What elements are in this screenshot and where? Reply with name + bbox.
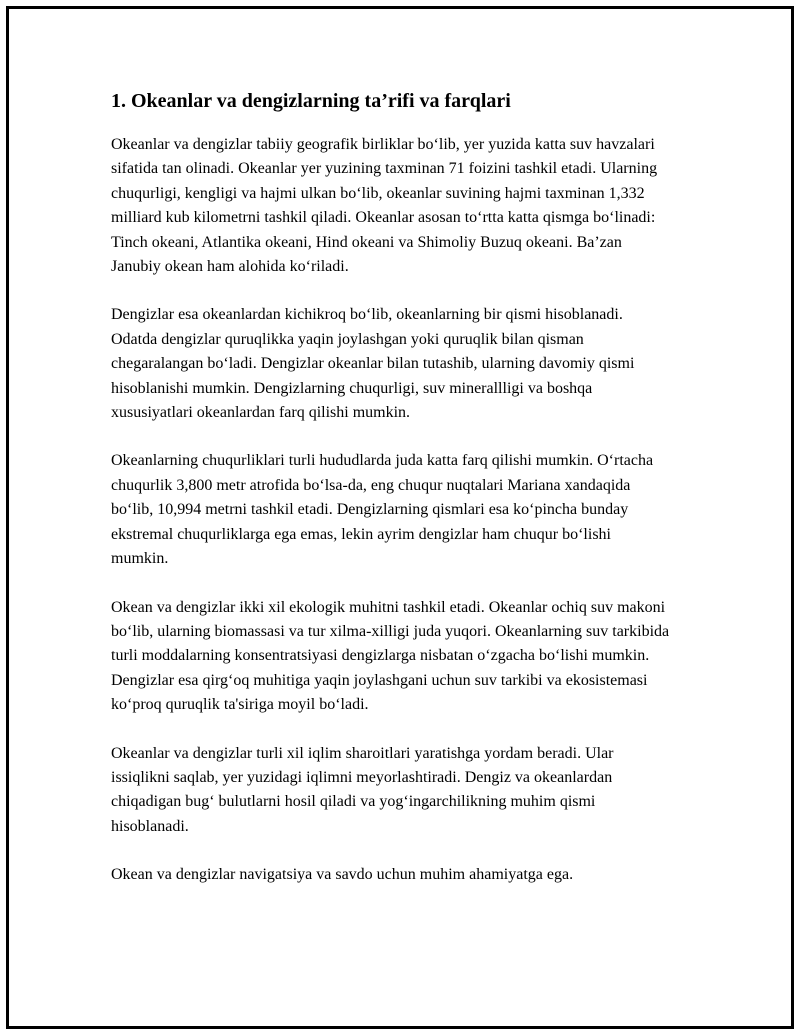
paragraph-ecology: Okean va dengizlar ikki xil ekologik muhitni tashkil etadi. Okeanlar ochiq suv makoni bo‘lib, ularning biomassasi va tur xilma-xilligi juda yuqori. Okeanlarning suv tarkibida turli moddalarning konsentratsiyasi dengizlarga nisbatan o‘zgacha bo‘lishi mumkin. Dengizlar esa qirg‘oq muhitiga yaqin joylashgani uchun suv tarkibi va ekosistemasi ko‘proq quruqlik ta'siriga moyil bo‘ladi. [111, 598, 670, 714]
section-heading: 1. Okeanlar va dengizlarning ta’rifi va farqlari [111, 90, 511, 112]
document-body [111, 87, 671, 912]
paragraph-depths: Okeanlarning chuqurliklari turli hududlarda juda katta farq qilishi mumkin. O‘rtacha chuqurlik 3,800 metr atrofida bo‘lsa-da, eng chuqur nuqtalari Mariana xandaqida bo‘lib, 10,994 metrni tashkil etadi. Dengizlarning qismlari esa ko‘pincha bunday ekstremal chuqurliklarga ega emas, lekin ayrim dengizlar ham chuqur bo‘lishi mumkin. [111, 452, 654, 568]
paragraph-seas-definition: Dengizlar esa okeanlardan kichikroq bo‘lib, okeanlarning bir qismi hisoblanadi. Odatda dengizlar quruqlikka yaqin joylashgan yoki quruqlik bilan qisman chegaralangan bo‘ladi. Dengizlar okeanlar bilan tutashib, ularning davomiy qismi hisoblanishi mumkin. Dengizlarning chuqurligi, suv minerallligi va boshqa xususiyatlari okeanlardan farq qilishi mumkin. [111, 306, 635, 422]
paragraph-oceans-definition: Okeanlar va dengizlar tabiiy geografik birliklar bo‘lib, yer yuzida katta suv havzalari sifatida tan olinadi. Okeanlar yer yuzining taxminan 71 foizini tashkil etadi. Ularning chuqurligi, kengligi va hajmi ulkan bo‘lib, okeanlar suvining hajmi taxminan 1,332 milliard kub kilometrni tashkil qiladi. Okeanlar asosan to‘rtta katta qismga bo‘linadi: Tinch okeani, Atlantika okeani, Hind okeani va Shimoliy Buzuq okeani. Ba’zan Janubiy okean ham alohida ko‘riladi. [111, 136, 658, 276]
paragraph-climate: Okeanlar va dengizlar turli xil iqlim sharoitlari yaratishga yordam beradi. Ular issiqlikni saqlab, yer yuzidagi iqlimni meyorlashtiradi. Dengiz va okeanlardan chiqadigan bug‘ bulutlarni hosil qiladi va yog‘ingarchilikning muhim qismi hisoblanadi. [111, 744, 614, 835]
paragraph-navigation: Okean va dengizlar navigatsiya va savdo uchun muhim ahamiyatga ega. [111, 866, 574, 884]
